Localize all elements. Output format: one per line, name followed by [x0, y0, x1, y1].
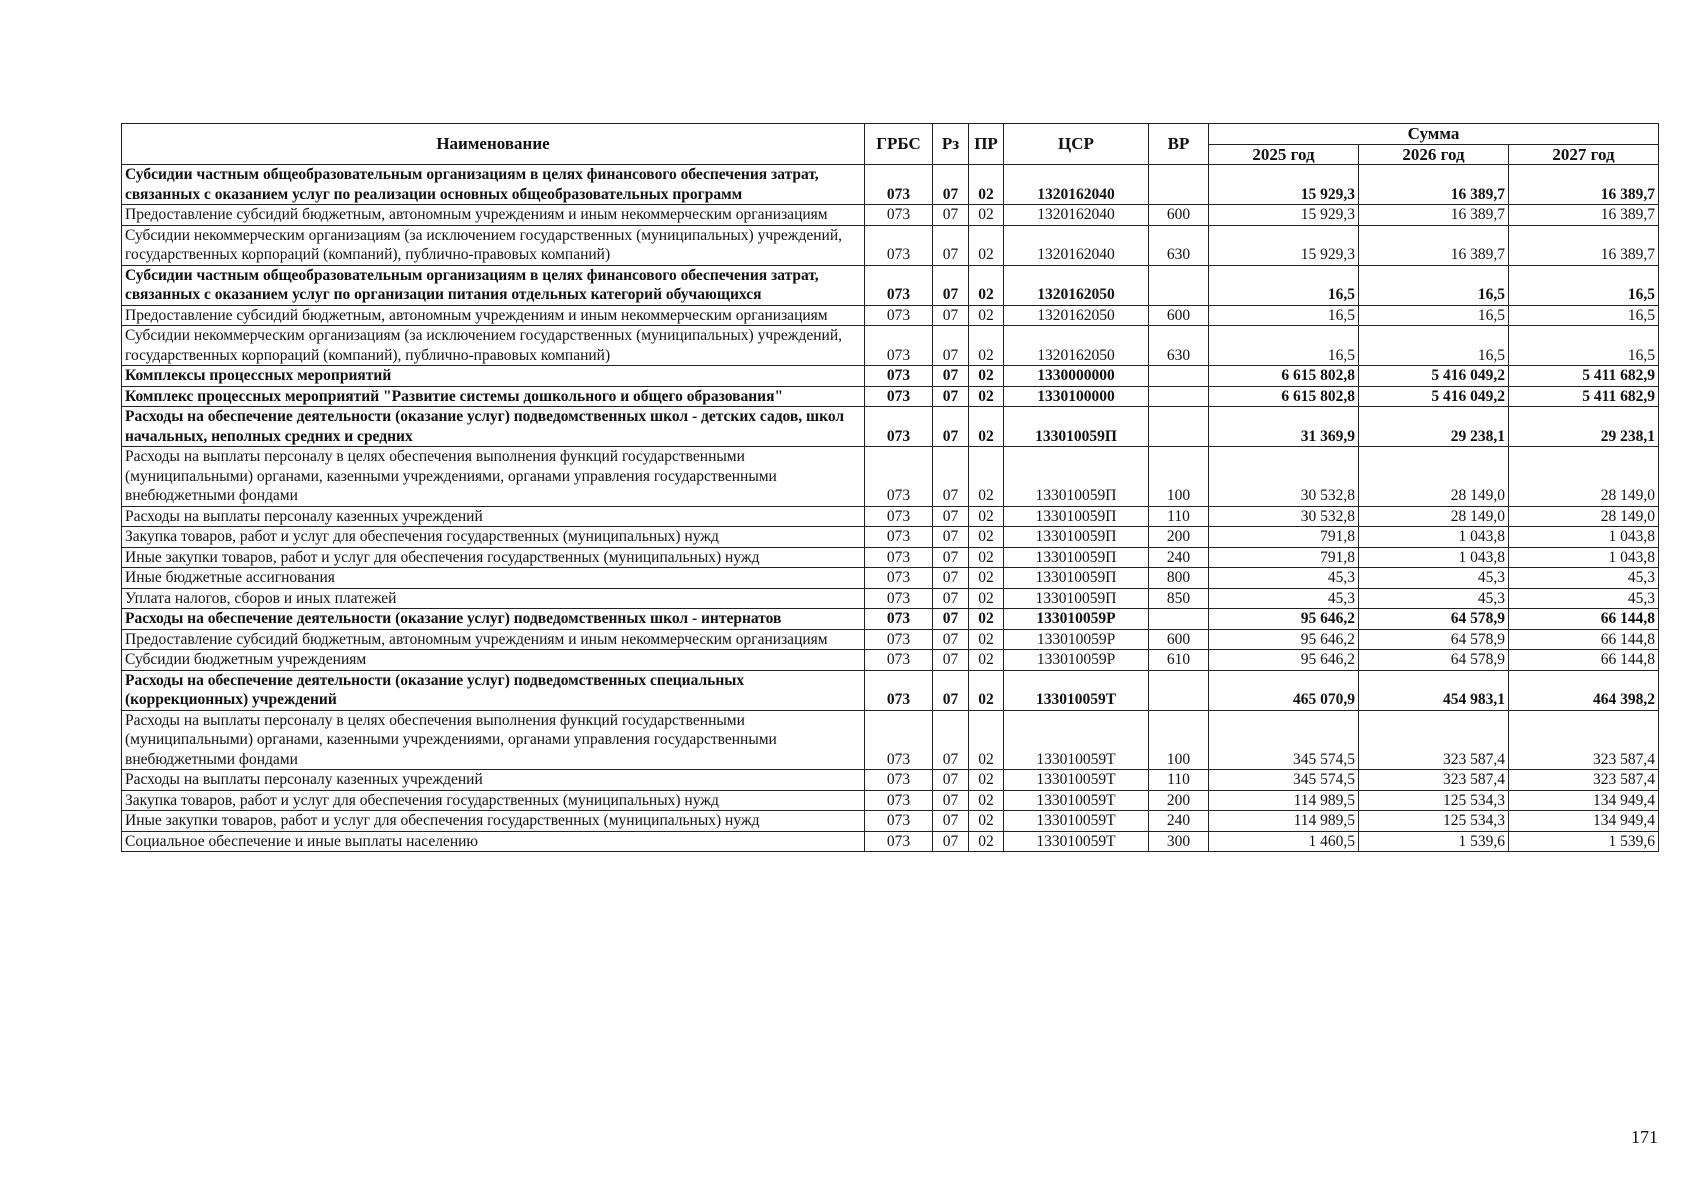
cell-y2026: 45,3	[1359, 588, 1509, 609]
cell-rz: 07	[933, 265, 969, 305]
cell-y2025: 6 615 802,8	[1209, 386, 1359, 407]
cell-y2026: 64 578,9	[1359, 650, 1509, 671]
table-row	[122, 205, 1659, 226]
cell-grbs: 073	[865, 205, 933, 226]
cell-y2025: 15 929,3	[1209, 205, 1359, 226]
cell-rz: 07	[933, 547, 969, 568]
cell-csr: 133010059Т	[1004, 811, 1149, 832]
table-row	[122, 407, 1659, 447]
cell-y2025: 30 532,8	[1209, 506, 1359, 527]
cell-rz: 07	[933, 326, 969, 366]
cell-rz: 07	[933, 366, 969, 387]
cell-rz: 07	[933, 386, 969, 407]
cell-y2025: 95 646,2	[1209, 609, 1359, 630]
cell-rz: 07	[933, 305, 969, 326]
cell-y2025: 114 989,5	[1209, 790, 1359, 811]
cell-y2026: 64 578,9	[1359, 609, 1509, 630]
cell-pr: 02	[969, 547, 1004, 568]
cell-csr: 133010059Р	[1004, 609, 1149, 630]
cell-y2026: 29 238,1	[1359, 407, 1509, 447]
cell-grbs: 073	[865, 629, 933, 650]
cell-grbs: 073	[865, 650, 933, 671]
cell-name: Социальное обеспечение и иные выплаты населению	[122, 831, 865, 852]
header-sum: Сумма	[1209, 124, 1659, 145]
cell-y2025: 465 070,9	[1209, 670, 1359, 710]
cell-grbs: 073	[865, 670, 933, 710]
cell-y2027: 66 144,8	[1509, 609, 1659, 630]
cell-csr: 1320162050	[1004, 326, 1149, 366]
cell-rz: 07	[933, 609, 969, 630]
cell-vr	[1149, 670, 1209, 710]
cell-pr: 02	[969, 710, 1004, 770]
cell-rz: 07	[933, 588, 969, 609]
cell-name: Расходы на обеспечение деятельности (оказание услуг) подведомственных специальных (коррекционных) учреждений	[122, 670, 865, 710]
cell-name: Иные закупки товаров, работ и услуг для обеспечения государственных (муниципальных) нужд	[122, 547, 865, 568]
cell-name: Субсидии некоммерческим организациям (за исключением государственных (муниципальных) учреждений, государственных корпораций (компаний), публично-правовых компаний)	[122, 326, 865, 366]
cell-rz: 07	[933, 527, 969, 548]
cell-rz: 07	[933, 710, 969, 770]
cell-grbs: 073	[865, 710, 933, 770]
cell-y2026: 1 539,6	[1359, 831, 1509, 852]
cell-y2025: 16,5	[1209, 265, 1359, 305]
cell-y2027: 16,5	[1509, 265, 1659, 305]
cell-csr: 1320162050	[1004, 305, 1149, 326]
cell-grbs: 073	[865, 811, 933, 832]
cell-name: Иные бюджетные ассигнования	[122, 568, 865, 589]
cell-y2025: 30 532,8	[1209, 447, 1359, 507]
cell-vr: 300	[1149, 831, 1209, 852]
cell-rz: 07	[933, 770, 969, 791]
cell-csr: 133010059Т	[1004, 770, 1149, 791]
cell-y2026: 16 389,7	[1359, 165, 1509, 205]
cell-vr: 110	[1149, 770, 1209, 791]
table-row	[122, 326, 1659, 366]
table-header-row	[122, 124, 1659, 145]
cell-csr: 133010059П	[1004, 547, 1149, 568]
cell-rz: 07	[933, 447, 969, 507]
cell-rz: 07	[933, 568, 969, 589]
cell-y2026: 5 416 049,2	[1359, 366, 1509, 387]
cell-y2027: 16,5	[1509, 326, 1659, 366]
cell-vr: 100	[1149, 447, 1209, 507]
cell-name: Предоставление субсидий бюджетным, автономным учреждениям и иным некоммерческим организациям	[122, 305, 865, 326]
cell-y2027: 134 949,4	[1509, 811, 1659, 832]
cell-pr: 02	[969, 265, 1004, 305]
cell-pr: 02	[969, 650, 1004, 671]
cell-csr: 133010059Т	[1004, 710, 1149, 770]
cell-csr: 133010059П	[1004, 407, 1149, 447]
cell-grbs: 073	[865, 790, 933, 811]
cell-vr: 630	[1149, 225, 1209, 265]
cell-pr: 02	[969, 407, 1004, 447]
cell-vr: 630	[1149, 326, 1209, 366]
cell-rz: 07	[933, 225, 969, 265]
header-vr: ВР	[1149, 124, 1209, 165]
table-row	[122, 225, 1659, 265]
cell-rz: 07	[933, 790, 969, 811]
cell-y2027: 323 587,4	[1509, 770, 1659, 791]
cell-y2026: 64 578,9	[1359, 629, 1509, 650]
cell-pr: 02	[969, 670, 1004, 710]
cell-csr: 1330000000	[1004, 366, 1149, 387]
cell-y2026: 28 149,0	[1359, 447, 1509, 507]
cell-csr: 133010059П	[1004, 527, 1149, 548]
cell-grbs: 073	[865, 225, 933, 265]
cell-y2026: 16,5	[1359, 326, 1509, 366]
table-row	[122, 265, 1659, 305]
page-number: 171	[1631, 1127, 1658, 1147]
cell-pr: 02	[969, 790, 1004, 811]
cell-y2027: 1 043,8	[1509, 527, 1659, 548]
table-row	[122, 670, 1659, 710]
cell-grbs: 073	[865, 831, 933, 852]
cell-y2026: 16 389,7	[1359, 225, 1509, 265]
budget-table	[121, 123, 1659, 852]
cell-rz: 07	[933, 811, 969, 832]
cell-vr: 100	[1149, 710, 1209, 770]
budget-table-page	[121, 123, 1658, 852]
table-row	[122, 305, 1659, 326]
cell-y2027: 1 043,8	[1509, 547, 1659, 568]
cell-y2027: 28 149,0	[1509, 506, 1659, 527]
cell-pr: 02	[969, 205, 1004, 226]
cell-grbs: 073	[865, 506, 933, 527]
table-row	[122, 506, 1659, 527]
cell-y2027: 1 539,6	[1509, 831, 1659, 852]
cell-pr: 02	[969, 609, 1004, 630]
cell-pr: 02	[969, 770, 1004, 791]
cell-y2025: 95 646,2	[1209, 629, 1359, 650]
cell-y2026: 454 983,1	[1359, 670, 1509, 710]
table-row	[122, 547, 1659, 568]
cell-y2027: 28 149,0	[1509, 447, 1659, 507]
cell-name: Субсидии бюджетным учреждениям	[122, 650, 865, 671]
cell-y2026: 1 043,8	[1359, 527, 1509, 548]
table-row	[122, 831, 1659, 852]
cell-vr: 240	[1149, 811, 1209, 832]
cell-grbs: 073	[865, 770, 933, 791]
cell-name: Расходы на выплаты персоналу казенных учреждений	[122, 506, 865, 527]
cell-name: Иные закупки товаров, работ и услуг для обеспечения государственных (муниципальных) нужд	[122, 811, 865, 832]
cell-grbs: 073	[865, 165, 933, 205]
cell-pr: 02	[969, 326, 1004, 366]
cell-pr: 02	[969, 305, 1004, 326]
cell-y2025: 16,5	[1209, 305, 1359, 326]
cell-vr: 200	[1149, 527, 1209, 548]
cell-y2027: 16,5	[1509, 305, 1659, 326]
cell-csr: 1320162040	[1004, 165, 1149, 205]
cell-y2025: 15 929,3	[1209, 165, 1359, 205]
cell-grbs: 073	[865, 588, 933, 609]
cell-grbs: 073	[865, 547, 933, 568]
cell-y2026: 1 043,8	[1359, 547, 1509, 568]
cell-csr: 133010059Т	[1004, 670, 1149, 710]
cell-rz: 07	[933, 165, 969, 205]
cell-grbs: 073	[865, 265, 933, 305]
cell-vr: 600	[1149, 305, 1209, 326]
cell-y2025: 345 574,5	[1209, 770, 1359, 791]
cell-y2026: 45,3	[1359, 568, 1509, 589]
cell-rz: 07	[933, 629, 969, 650]
header-pr: ПР	[969, 124, 1004, 165]
cell-pr: 02	[969, 629, 1004, 650]
table-row	[122, 609, 1659, 630]
cell-name: Уплата налогов, сборов и иных платежей	[122, 588, 865, 609]
cell-y2027: 464 398,2	[1509, 670, 1659, 710]
cell-pr: 02	[969, 831, 1004, 852]
cell-y2027: 16 389,7	[1509, 165, 1659, 205]
cell-pr: 02	[969, 165, 1004, 205]
header-rz: Рз	[933, 124, 969, 165]
cell-csr: 133010059Т	[1004, 831, 1149, 852]
table-row	[122, 629, 1659, 650]
cell-y2026: 125 534,3	[1359, 790, 1509, 811]
cell-y2025: 31 369,9	[1209, 407, 1359, 447]
cell-grbs: 073	[865, 366, 933, 387]
header-2026: 2026 год	[1359, 144, 1509, 165]
cell-y2025: 791,8	[1209, 527, 1359, 548]
cell-rz: 07	[933, 650, 969, 671]
cell-rz: 07	[933, 831, 969, 852]
cell-pr: 02	[969, 568, 1004, 589]
cell-grbs: 073	[865, 305, 933, 326]
cell-csr: 1320162040	[1004, 225, 1149, 265]
cell-vr: 800	[1149, 568, 1209, 589]
cell-grbs: 073	[865, 407, 933, 447]
table-body	[122, 165, 1659, 852]
cell-grbs: 073	[865, 386, 933, 407]
cell-y2025: 95 646,2	[1209, 650, 1359, 671]
cell-vr	[1149, 407, 1209, 447]
cell-name: Субсидии частным общеобразовательным организациям в целях финансового обеспечения затрат, связанных с оказанием услуг по организации питания отдельных категорий обучающихся	[122, 265, 865, 305]
cell-y2026: 323 587,4	[1359, 710, 1509, 770]
cell-y2026: 16,5	[1359, 305, 1509, 326]
cell-y2025: 114 989,5	[1209, 811, 1359, 832]
cell-y2027: 5 411 682,9	[1509, 386, 1659, 407]
cell-pr: 02	[969, 366, 1004, 387]
cell-y2027: 16 389,7	[1509, 205, 1659, 226]
cell-rz: 07	[933, 205, 969, 226]
cell-y2025: 345 574,5	[1209, 710, 1359, 770]
cell-csr: 1330100000	[1004, 386, 1149, 407]
cell-y2026: 28 149,0	[1359, 506, 1509, 527]
table-row	[122, 588, 1659, 609]
cell-vr	[1149, 366, 1209, 387]
cell-y2025: 15 929,3	[1209, 225, 1359, 265]
table-row	[122, 447, 1659, 507]
cell-csr: 133010059Р	[1004, 650, 1149, 671]
cell-grbs: 073	[865, 568, 933, 589]
cell-name: Комплекс процессных мероприятий "Развитие системы дошкольного и общего образования"	[122, 386, 865, 407]
cell-grbs: 073	[865, 447, 933, 507]
table-row	[122, 710, 1659, 770]
header-2025: 2025 год	[1209, 144, 1359, 165]
cell-csr: 133010059Т	[1004, 790, 1149, 811]
cell-vr	[1149, 609, 1209, 630]
header-grbs: ГРБС	[865, 124, 933, 165]
cell-pr: 02	[969, 386, 1004, 407]
cell-csr: 133010059П	[1004, 447, 1149, 507]
cell-grbs: 073	[865, 609, 933, 630]
cell-vr: 200	[1149, 790, 1209, 811]
cell-name: Закупка товаров, работ и услуг для обеспечения государственных (муниципальных) нужд	[122, 527, 865, 548]
cell-y2027: 134 949,4	[1509, 790, 1659, 811]
table-row	[122, 770, 1659, 791]
cell-name: Расходы на обеспечение деятельности (оказание услуг) подведомственных школ - детских садов, школ начальных, неполных средних и средних	[122, 407, 865, 447]
table-row	[122, 527, 1659, 548]
header-name: Наименование	[122, 124, 865, 165]
cell-y2027: 66 144,8	[1509, 650, 1659, 671]
table-row	[122, 366, 1659, 387]
cell-rz: 07	[933, 670, 969, 710]
cell-vr: 600	[1149, 205, 1209, 226]
cell-y2026: 323 587,4	[1359, 770, 1509, 791]
cell-name: Предоставление субсидий бюджетным, автономным учреждениям и иным некоммерческим организациям	[122, 205, 865, 226]
cell-csr: 1320162050	[1004, 265, 1149, 305]
cell-y2026: 125 534,3	[1359, 811, 1509, 832]
cell-y2025: 16,5	[1209, 326, 1359, 366]
cell-csr: 133010059П	[1004, 588, 1149, 609]
cell-grbs: 073	[865, 527, 933, 548]
cell-name: Комплексы процессных мероприятий	[122, 366, 865, 387]
cell-csr: 133010059Р	[1004, 629, 1149, 650]
cell-y2026: 16,5	[1359, 265, 1509, 305]
cell-y2027: 16 389,7	[1509, 225, 1659, 265]
table-row	[122, 790, 1659, 811]
cell-vr	[1149, 265, 1209, 305]
cell-y2027: 66 144,8	[1509, 629, 1659, 650]
cell-y2027: 29 238,1	[1509, 407, 1659, 447]
cell-vr: 610	[1149, 650, 1209, 671]
cell-vr: 850	[1149, 588, 1209, 609]
cell-y2027: 45,3	[1509, 588, 1659, 609]
cell-rz: 07	[933, 407, 969, 447]
cell-pr: 02	[969, 225, 1004, 265]
cell-y2025: 45,3	[1209, 588, 1359, 609]
cell-y2027: 45,3	[1509, 568, 1659, 589]
cell-vr	[1149, 386, 1209, 407]
table-row	[122, 811, 1659, 832]
cell-y2027: 323 587,4	[1509, 710, 1659, 770]
cell-y2025: 45,3	[1209, 568, 1359, 589]
cell-pr: 02	[969, 527, 1004, 548]
cell-pr: 02	[969, 447, 1004, 507]
cell-name: Субсидии некоммерческим организациям (за исключением государственных (муниципальных) учреждений, государственных корпораций (компаний), публично-правовых компаний)	[122, 225, 865, 265]
cell-name: Расходы на обеспечение деятельности (оказание услуг) подведомственных школ - интернатов	[122, 609, 865, 630]
cell-y2026: 16 389,7	[1359, 205, 1509, 226]
cell-name: Предоставление субсидий бюджетным, автономным учреждениям и иным некоммерческим организациям	[122, 629, 865, 650]
cell-csr: 133010059П	[1004, 568, 1149, 589]
cell-name: Расходы на выплаты персоналу в целях обеспечения выполнения функций государственными (муниципальными) органами, казенными учреждениями, органами управления государственными внебюджетными фондами	[122, 710, 865, 770]
table-row	[122, 650, 1659, 671]
cell-y2025: 791,8	[1209, 547, 1359, 568]
cell-pr: 02	[969, 811, 1004, 832]
header-csr: ЦСР	[1004, 124, 1149, 165]
cell-pr: 02	[969, 506, 1004, 527]
cell-name: Закупка товаров, работ и услуг для обеспечения государственных (муниципальных) нужд	[122, 790, 865, 811]
cell-csr: 133010059П	[1004, 506, 1149, 527]
table-row	[122, 386, 1659, 407]
cell-vr: 240	[1149, 547, 1209, 568]
cell-vr	[1149, 165, 1209, 205]
cell-rz: 07	[933, 506, 969, 527]
cell-grbs: 073	[865, 326, 933, 366]
table-row	[122, 165, 1659, 205]
cell-vr: 600	[1149, 629, 1209, 650]
cell-csr: 1320162040	[1004, 205, 1149, 226]
cell-name: Расходы на выплаты персоналу казенных учреждений	[122, 770, 865, 791]
cell-vr: 110	[1149, 506, 1209, 527]
cell-pr: 02	[969, 588, 1004, 609]
cell-name: Субсидии частным общеобразовательным организациям в целях финансового обеспечения затрат, связанных с оказанием услуг по реализации основных общеобразовательных программ	[122, 165, 865, 205]
cell-y2025: 6 615 802,8	[1209, 366, 1359, 387]
table-row	[122, 568, 1659, 589]
cell-y2025: 1 460,5	[1209, 831, 1359, 852]
cell-name: Расходы на выплаты персоналу в целях обеспечения выполнения функций государственными (муниципальными) органами, казенными учреждениями, органами управления государственными внебюджетными фондами	[122, 447, 865, 507]
cell-y2026: 5 416 049,2	[1359, 386, 1509, 407]
cell-y2027: 5 411 682,9	[1509, 366, 1659, 387]
header-2027: 2027 год	[1509, 144, 1659, 165]
